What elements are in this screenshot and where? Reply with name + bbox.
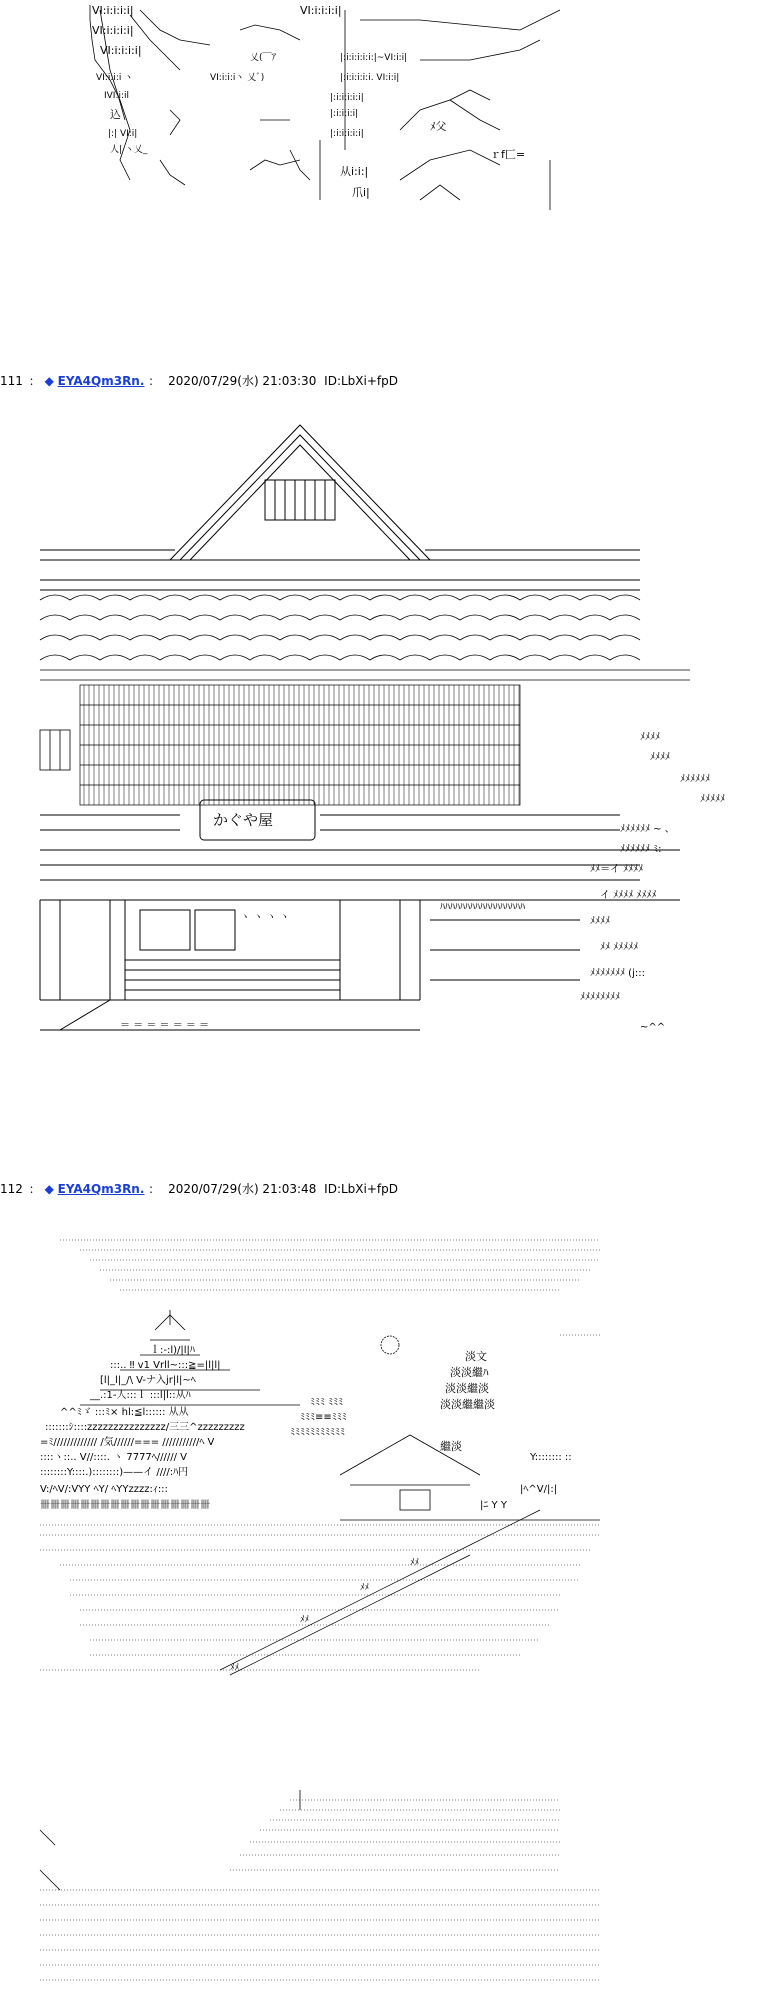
fragment-f: ﾒ父 — [430, 120, 447, 133]
tan-row-4: 淡淡繼繼淡 — [440, 1398, 495, 1411]
svg-text:VI:i:i:i ヽ: VI:i:i:i ヽ — [96, 73, 134, 83]
svg-text:|:i:i:i:i|: |:i:i:i:i| — [330, 109, 359, 119]
svg-text::::::::ｼ::::zzzzzzzzzzzzzzz/三三: :::::::ｼ::::zzzzzzzzzzzzzzz/三三^zzzzzzzzz — [45, 1422, 245, 1433]
svg-text:ﾒﾒﾒﾒﾒﾒﾒ (j:::: ﾒﾒﾒﾒﾒﾒﾒ (j::: — [590, 968, 645, 979]
fringe-row: ﾊﾊﾊﾊﾊﾊﾊﾊﾊﾊﾊﾊﾊﾊﾊﾊﾊ — [440, 902, 525, 913]
shop-sign-text: かぐや屋 — [213, 811, 274, 829]
svg-text:ﾒﾒﾒﾒﾒﾒ: ﾒﾒﾒﾒﾒﾒ — [680, 774, 710, 785]
trip-diamond-icon: ◆ — [44, 1182, 54, 1196]
post-header-112 — [0, 1180, 398, 1198]
fragment-d: 从i:i:| — [340, 165, 369, 178]
fragment-a2: VI:i:i:i:i| — [92, 24, 134, 37]
svg-text:Y:::::::: ::: Y:::::::: :: — [530, 1452, 572, 1463]
svg-text:ﾒﾒ＝イ ﾒﾒﾒﾒ: ﾒﾒ＝イ ﾒﾒﾒﾒ — [590, 864, 644, 875]
post-header-111 — [0, 372, 398, 390]
ascii-art-figure — [0, 0, 761, 220]
svg-text:|:i:i:i:i:i:|~VI:i:i|: |:i:i:i:i:i:|~VI:i:i| — [340, 53, 408, 63]
svg-text:ﾒﾒ: ﾒﾒ — [300, 1615, 310, 1625]
post-colon: ： — [148, 1182, 161, 1196]
post-id[interactable]: ID:LbXi+fpD — [324, 1182, 398, 1196]
shop-art-svg — [0, 420, 761, 1070]
svg-text:ﾒﾒ: ﾒﾒ — [410, 1558, 420, 1568]
fragment-a: VI:i:i:i:i| — [92, 4, 134, 17]
svg-text:ﾒﾒﾒﾒ: ﾒﾒﾒﾒ — [590, 916, 610, 927]
svg-text:乂(￣ｱ: 乂(￣ｱ — [250, 53, 277, 63]
svg-text:ﾒﾒ: ﾒﾒ — [360, 1583, 370, 1593]
svg-text:[l|_l|_/\ V-ナ入jr|l|~ﾍ: [l|_l|_/\ V-ナ入jr|l|~ﾍ — [100, 1375, 196, 1386]
svg-text:|ﾍ^V/|:|: |ﾍ^V/|:| — [520, 1484, 558, 1495]
svg-text:イ ﾒﾒﾒﾒ ﾒﾒﾒﾒ: イ ﾒﾒﾒﾒ ﾒﾒﾒﾒ — [600, 890, 657, 901]
svg-text:|ﾆ Y Y: |ﾆ Y Y — [480, 1500, 507, 1511]
svg-text:ｌ:-:l)/|l|ﾊ: ｌ:-:l)/|l|ﾊ — [150, 1345, 195, 1356]
svg-text:V:/ﾍV/:VYY ﾍY/ ﾍYYzzzz:ｨ:::: V:/ﾍV/:VYY ﾍY/ ﾍYYzzzz:ｨ::: — [40, 1484, 168, 1495]
post-number[interactable]: 111 — [0, 374, 23, 388]
svg-text:人| ヽ乂_: 人| ヽ乂_ — [110, 145, 148, 155]
fragment-c: 込 — [110, 108, 121, 121]
post-number[interactable]: 112 — [0, 1182, 23, 1196]
tan-row-2: 淡淡繼ﾊ — [450, 1366, 489, 1379]
svg-text:|:i:i:i:i:i|: |:i:i:i:i:i| — [330, 129, 364, 139]
svg-text:ヽ ヽ ヽ ヽ: ヽ ヽ ヽ ヽ — [240, 912, 290, 923]
figure-art-svg — [0, 0, 761, 220]
svg-text:::::::::Y::::.)::::::::)——イ //: ::::::::Y::::.)::::::::)——イ ////:ﾊ円 — [40, 1467, 189, 1478]
poster-name-link[interactable]: EYA4Qm3Rn. — [57, 1182, 145, 1196]
fragment-a4: VI:i:i:i:i| — [300, 4, 342, 17]
svg-text:ﾒﾒﾒﾒ: ﾒﾒﾒﾒ — [640, 732, 660, 743]
svg-text:__.:1-人:::ｌ :::l|l::从ﾊ: __.:1-人:::ｌ :::l|l::从ﾊ — [90, 1390, 191, 1401]
trip-diamond-icon: ◆ — [44, 374, 54, 388]
svg-text:ﾒﾒ ﾒﾒﾒﾒﾒ: ﾒﾒ ﾒﾒﾒﾒﾒ — [600, 942, 639, 953]
svg-text:|:i:i:i:i:i. VI:i:i|: |:i:i:i:i:i. VI:i:i| — [340, 73, 400, 83]
svg-text:|:i:i:i:i:i|: |:i:i:i:i:i| — [330, 93, 364, 103]
post-colon: ： — [148, 374, 161, 388]
svg-text:^^ﾐゞ :::ﾐ× hl:≦l:::::: 从从: ^^ﾐゞ :::ﾐ× hl:≦l:::::: 从从 — [60, 1407, 189, 1418]
tan-row-3: 淡淡繼淡 — [445, 1382, 489, 1395]
post-id[interactable]: ID:LbXi+fpD — [324, 374, 398, 388]
ascii-art-landscape — [0, 1230, 761, 2000]
fragment-a3: VI:i:i:i:i| — [100, 44, 142, 57]
ascii-art-shop — [0, 420, 761, 1070]
svg-text:|:| VI:i|: |:| VI:i| — [108, 129, 138, 139]
svg-text:ﾒﾒﾒﾒﾒﾒ ~ 、: ﾒﾒﾒﾒﾒﾒ ~ 、 — [620, 824, 675, 835]
svg-text:=ﾐ///////////// /気//////=== //: =ﾐ///////////// /気//////=== ///////////ﾍ V — [40, 1437, 215, 1448]
landscape-art-svg — [0, 1230, 761, 2000]
svg-text:＝ ＝ ＝ ＝ ＝ ＝ ＝: ＝ ＝ ＝ ＝ ＝ ＝ ＝ — [120, 1020, 210, 1031]
svg-text:VI:i:i:iヽ 乂ﾞ): VI:i:i:iヽ 乂ﾞ) — [210, 73, 265, 83]
svg-text:IVI:i:il: IVI:i:il — [104, 91, 130, 101]
svg-text:::::ヽ::.. V//::::. ヽ 7777ﾍ//: ::::ヽ::.. V//::::. ヽ 7777ﾍ////// V — [40, 1452, 188, 1463]
svg-text:ﾒﾒﾒﾒﾒﾒ ﾐ:: ﾒﾒﾒﾒﾒﾒ ﾐ: — [620, 844, 662, 855]
poster-name-link[interactable]: EYA4Qm3Rn. — [57, 374, 145, 388]
svg-text:ﾐﾐﾐﾐﾐﾐﾐﾐﾐﾐﾐ: ﾐﾐﾐﾐﾐﾐﾐﾐﾐﾐﾐ — [290, 1427, 345, 1438]
fragment-g: ｒf匚= — [490, 148, 526, 161]
svg-text:ﾒﾒﾒﾒ: ﾒﾒﾒﾒ — [650, 752, 670, 763]
svg-text:ﾒﾒ: ﾒﾒ — [230, 1663, 240, 1673]
moon-icon — [381, 1336, 399, 1354]
post-datetime: 2020/07/29(水) 21:03:48 — [168, 1182, 317, 1196]
fragment-e: 爪i| — [352, 186, 370, 199]
svg-text:卌卌卌卌卌卌卌卌卌卌卌卌卌卌卌卌卌: 卌卌卌卌卌卌卌卌卌卌卌卌卌卌卌卌卌 — [40, 1500, 210, 1511]
svg-text:ﾐﾐﾐ≡≡ﾐﾐﾐ: ﾐﾐﾐ≡≡ﾐﾐﾐ — [300, 1412, 347, 1423]
svg-text:ﾒﾒﾒﾒﾒﾒﾒﾒ: ﾒﾒﾒﾒﾒﾒﾒﾒ — [580, 992, 620, 1003]
svg-text:ﾒﾒﾒﾒﾒ: ﾒﾒﾒﾒﾒ — [700, 794, 725, 805]
tan-row-5: 繼淡 — [440, 1440, 462, 1453]
post-separator: ： — [28, 1182, 41, 1196]
svg-text:ﾐﾐﾐ ﾐﾐﾐ: ﾐﾐﾐ ﾐﾐﾐ — [310, 1397, 344, 1408]
post-datetime: 2020/07/29(水) 21:03:30 — [168, 374, 317, 388]
post-separator: ： — [28, 374, 41, 388]
svg-text::::.. ‼ v1 Vrll~:::≧=|l|l|: :::.. ‼ v1 Vrll~:::≧=|l|l| — [110, 1360, 221, 1371]
svg-text:~^^: ~^^ — [640, 1022, 666, 1033]
tan-row-1: 淡文 — [465, 1350, 487, 1363]
